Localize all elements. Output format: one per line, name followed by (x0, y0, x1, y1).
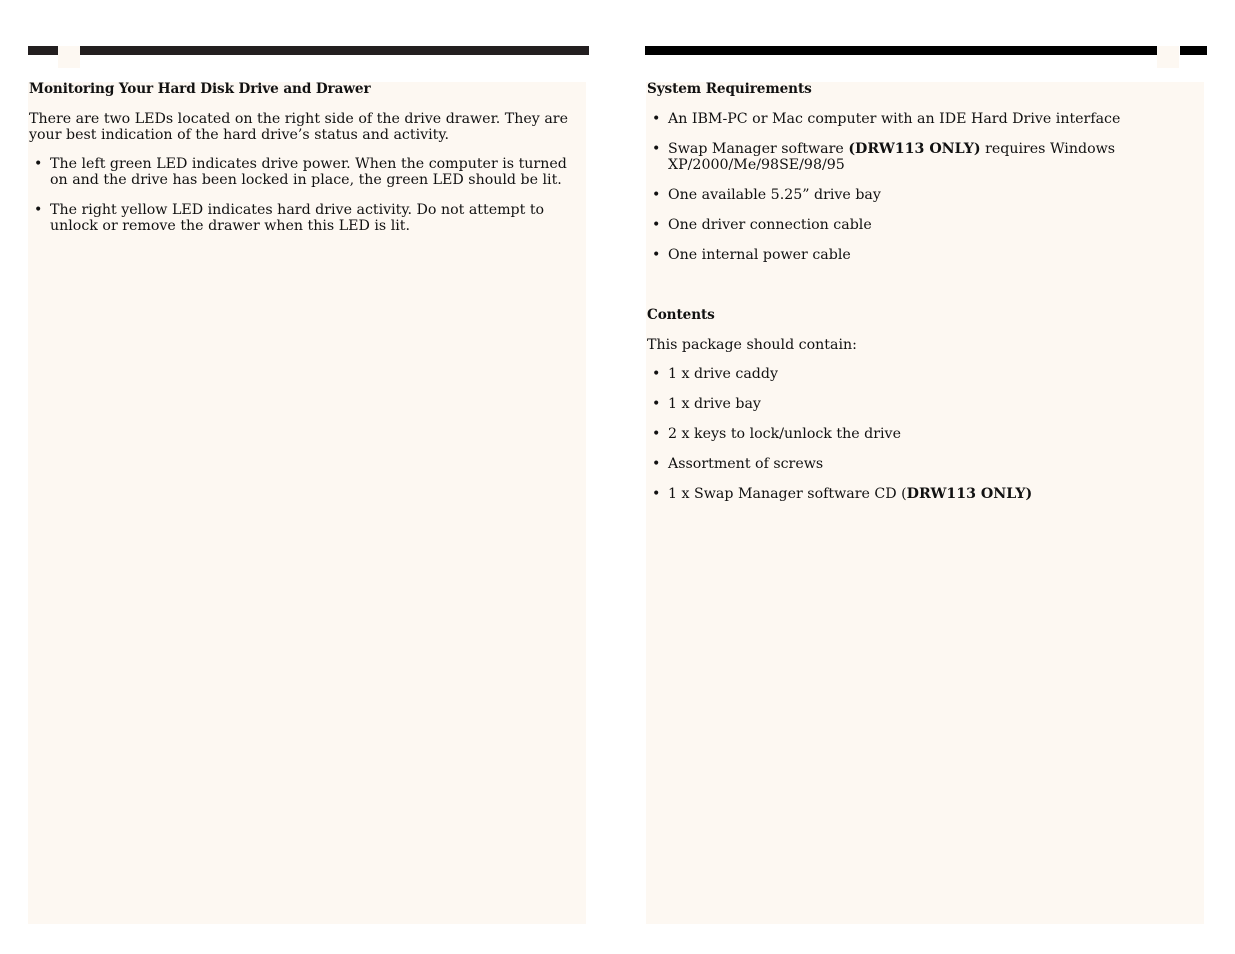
page-tab-left (58, 46, 80, 68)
monitoring-intro: There are two LEDs located on the right side of the drive drawer. They are your best indication of the hard drive’s status and activity. (29, 111, 568, 143)
list-item (647, 247, 1197, 263)
list-item (647, 111, 1197, 127)
led-bullet-list (29, 156, 577, 234)
header-bar-right-segment (1180, 46, 1207, 55)
list-item (647, 187, 1197, 203)
list-item-text: Assortment of screws (668, 456, 824, 472)
left-page-content (29, 81, 577, 248)
list-item-text: The right yellow LED indicates hard drive activity. Do not attempt to unlock or remove the drawer when this LED is lit. (50, 202, 545, 234)
list-item (647, 141, 1197, 173)
list-item-text: 1 x drive bay (668, 396, 761, 412)
list-item-text: One internal power cable (668, 247, 851, 263)
bullet-icon: • (652, 456, 661, 472)
bullet-icon: • (652, 486, 661, 502)
header-bar-left-segment (28, 46, 58, 55)
bullet-icon: • (652, 426, 661, 442)
list-item-text-bold: DRW113 ONLY) (906, 486, 1033, 502)
bullet-icon: • (652, 247, 661, 263)
list-item (29, 156, 577, 188)
list-item-text-pre: Swap Manager software (668, 141, 849, 157)
bullet-icon: • (34, 202, 43, 218)
list-item (647, 426, 1197, 442)
bullet-icon: • (652, 366, 661, 382)
bullet-icon: • (34, 156, 43, 172)
list-item-text-post: requires Windows XP/2000/Me/98SE/98/95 (668, 141, 1116, 173)
page-tab-right (1157, 46, 1179, 68)
header-bar-left (80, 46, 589, 55)
list-item (647, 456, 1197, 472)
list-item-text: 1 x drive caddy (668, 366, 778, 382)
contents-intro: This package should contain: (647, 337, 857, 353)
contents-list (647, 366, 1197, 502)
bullet-icon: • (652, 217, 661, 233)
section-heading-contents: Contents (647, 307, 715, 323)
list-item (647, 486, 1197, 502)
list-item-text: One driver connection cable (668, 217, 872, 233)
header-bar-right (645, 46, 1157, 55)
section-heading-system-requirements: System Requirements (647, 81, 812, 97)
right-page-content (647, 81, 1197, 516)
section-heading-monitoring: Monitoring Your Hard Disk Drive and Drawer (29, 81, 371, 97)
bullet-icon: • (652, 396, 661, 412)
section-spacer (647, 277, 1197, 307)
bullet-icon: • (652, 187, 661, 203)
list-item-text (668, 486, 1032, 502)
list-item (647, 366, 1197, 382)
list-item-text (668, 141, 1115, 173)
list-item-text-pre: 1 x Swap Manager software CD ( (668, 486, 907, 502)
list-item (29, 202, 577, 234)
list-item (647, 396, 1197, 412)
list-item-text-bold: (DRW113 ONLY) (848, 141, 981, 157)
bullet-icon: • (652, 141, 661, 157)
system-requirements-list (647, 111, 1197, 263)
list-item-text: An IBM-PC or Mac computer with an IDE Hard Drive interface (668, 111, 1121, 127)
list-item-text: 2 x keys to lock/unlock the drive (668, 426, 901, 442)
list-item-text: The left green LED indicates drive power. When the computer is turned on and the drive has been locked in place, the green LED should be lit. (50, 156, 567, 188)
list-item (647, 217, 1197, 233)
bullet-icon: • (652, 111, 661, 127)
list-item-text: One available 5.25” drive bay (668, 187, 881, 203)
